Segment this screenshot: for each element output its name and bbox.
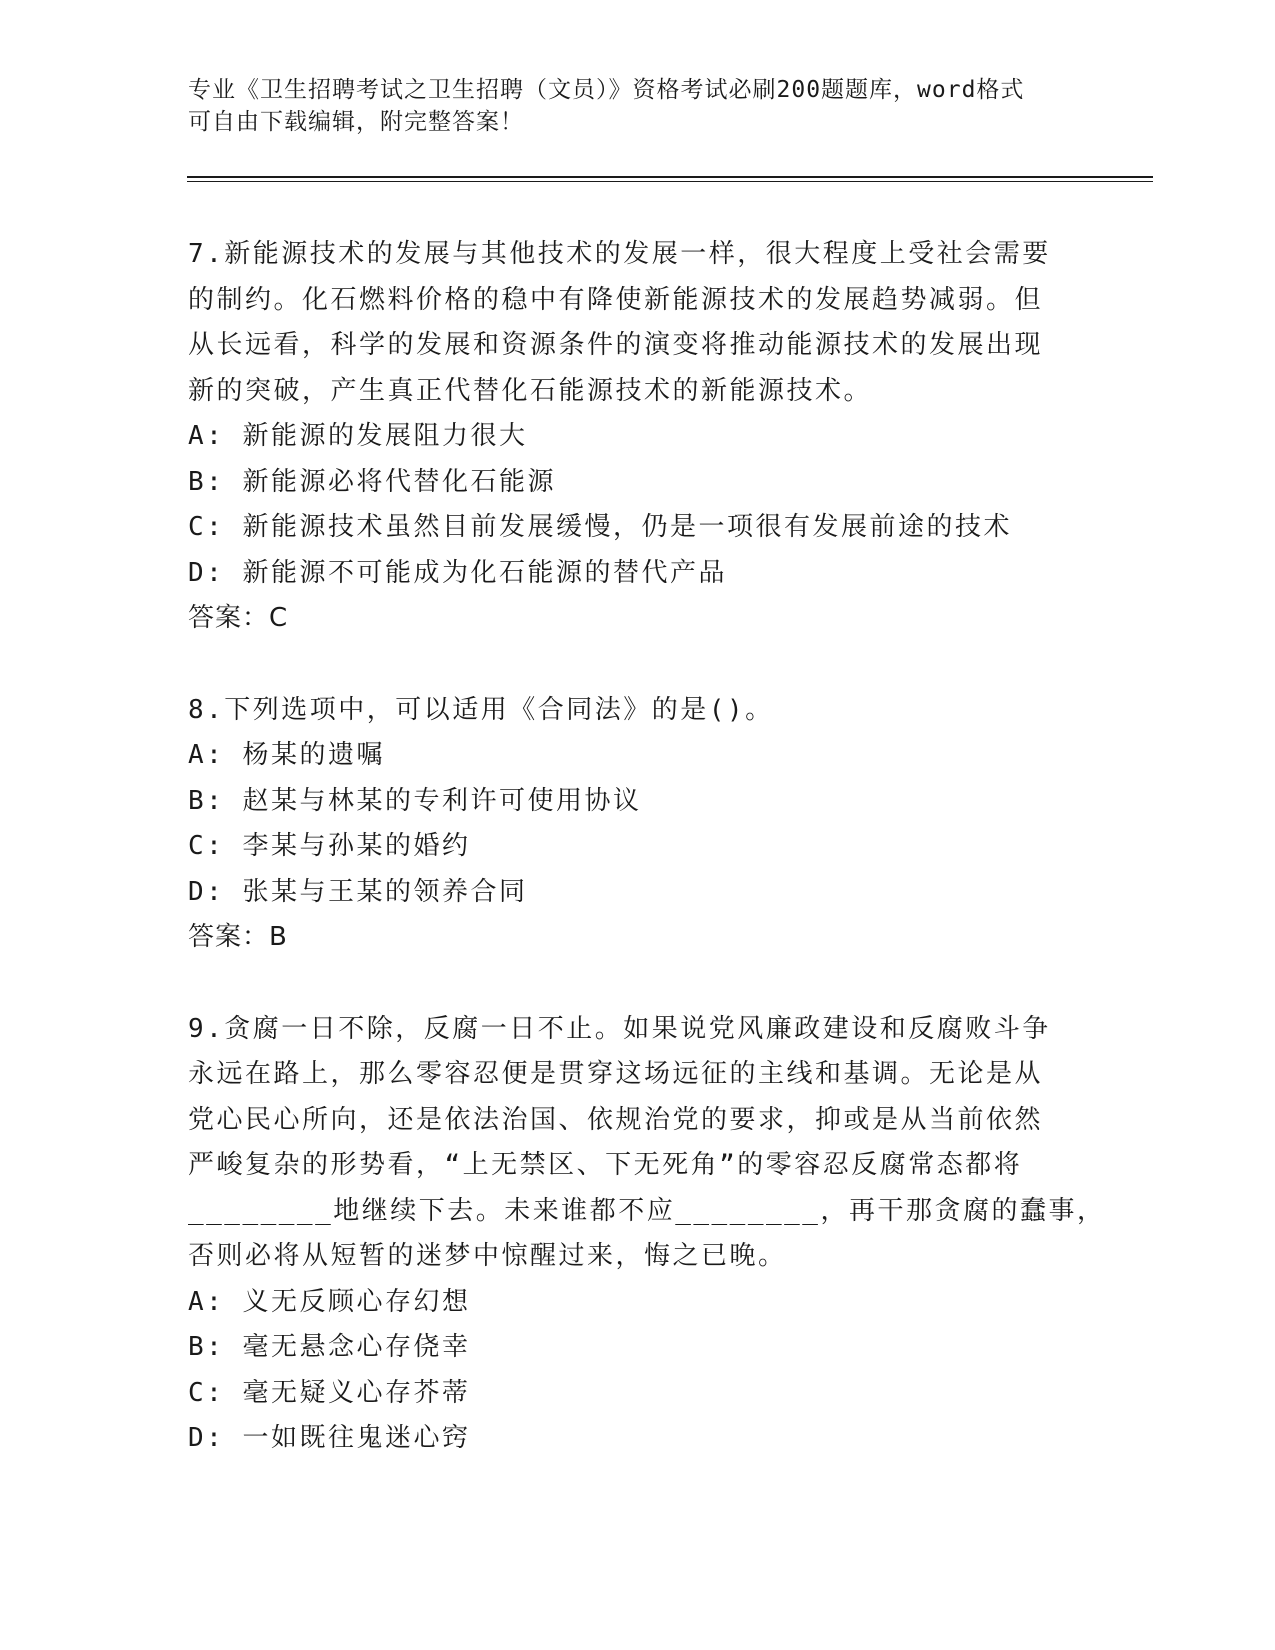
option-d: D: 新能源不可能成为化石能源的替代产品 [188,557,727,588]
header-divider-thin [187,181,1153,182]
option-d: D: 一如既往鬼迷心窍 [188,1423,471,1453]
option-c: C: 毫无疑义心存芥蒂 [188,1377,471,1408]
option-d: D: 张某与王某的领养合同 [188,876,528,907]
question-text-line: 从长远看，科学的发展和资源条件的演变将推动能源技术的发展出现 [188,330,1044,360]
question-list [188,232,1106,1462]
option-a: A: 新能源的发展阻力很大 [188,421,528,451]
option-a: A: 杨某的遗嘱 [188,740,385,770]
question-text-line: 的制约。化石燃料价格的稳中有降使新能源技术的发展趋势减弱。但 [188,284,1044,315]
answer-label: 答案：B [188,922,288,952]
question-spacer [188,642,1068,688]
question-text-line: 党心民心所向，还是依法治国、依规治党的要求，抑或是从当前依然 [188,1104,1044,1135]
option-b: B: 新能源必将代替化石能源 [188,466,556,497]
question-text-line: 8.下列选项中，可以适用《合同法》的是()。 [188,694,774,725]
document-header [188,74,1068,138]
header-divider-thick [187,176,1153,178]
option-c: C: 新能源技术虽然目前发展缓慢，仍是一项很有发展前途的技术 [188,512,1012,542]
question-text-line: 永远在路上，那么零容忍便是贯穿这场远征的主线和基调。无论是从 [188,1059,1044,1089]
answer-label: 答案：C [188,603,289,633]
option-b: B: 赵某与林某的专利许可使用协议 [188,785,642,816]
question-text-line: 7.新能源技术的发展与其他技术的发展一样，很大程度上受社会需要 [188,239,1051,269]
question-text-line: 新的突破，产生真正代替化石能源技术的新能源技术。 [188,375,873,406]
question-text-line: ________地继续下去。未来谁都不应________，再干那贪腐的蠢事， [188,1195,1106,1226]
question-8 [188,688,1068,961]
question-9 [188,1007,1106,1462]
header-line-1: 专业《卫生招聘考试之卫生招聘（文员）》资格考试必刷200题题库，word格式 [188,77,1025,103]
question-text-line: 否则必将从短暂的迷梦中惊醒过来，悔之已晚。 [188,1241,787,1271]
header-line-2: 可自由下载编辑，附完整答案！ [188,109,524,135]
option-a: A: 义无反顾心存幻想 [188,1286,471,1317]
question-7 [188,232,1068,642]
question-text-line: 严峻复杂的形势看，“上无禁区、下无死角”的零容忍反腐常态都将 [188,1150,1023,1180]
question-spacer [188,961,1068,1007]
option-b: B: 毫无悬念心存侥幸 [188,1332,471,1362]
option-c: C: 李某与孙某的婚约 [188,831,471,861]
question-text-line: 9.贪腐一日不除，反腐一日不止。如果说党风廉政建设和反腐败斗争 [188,1013,1051,1044]
